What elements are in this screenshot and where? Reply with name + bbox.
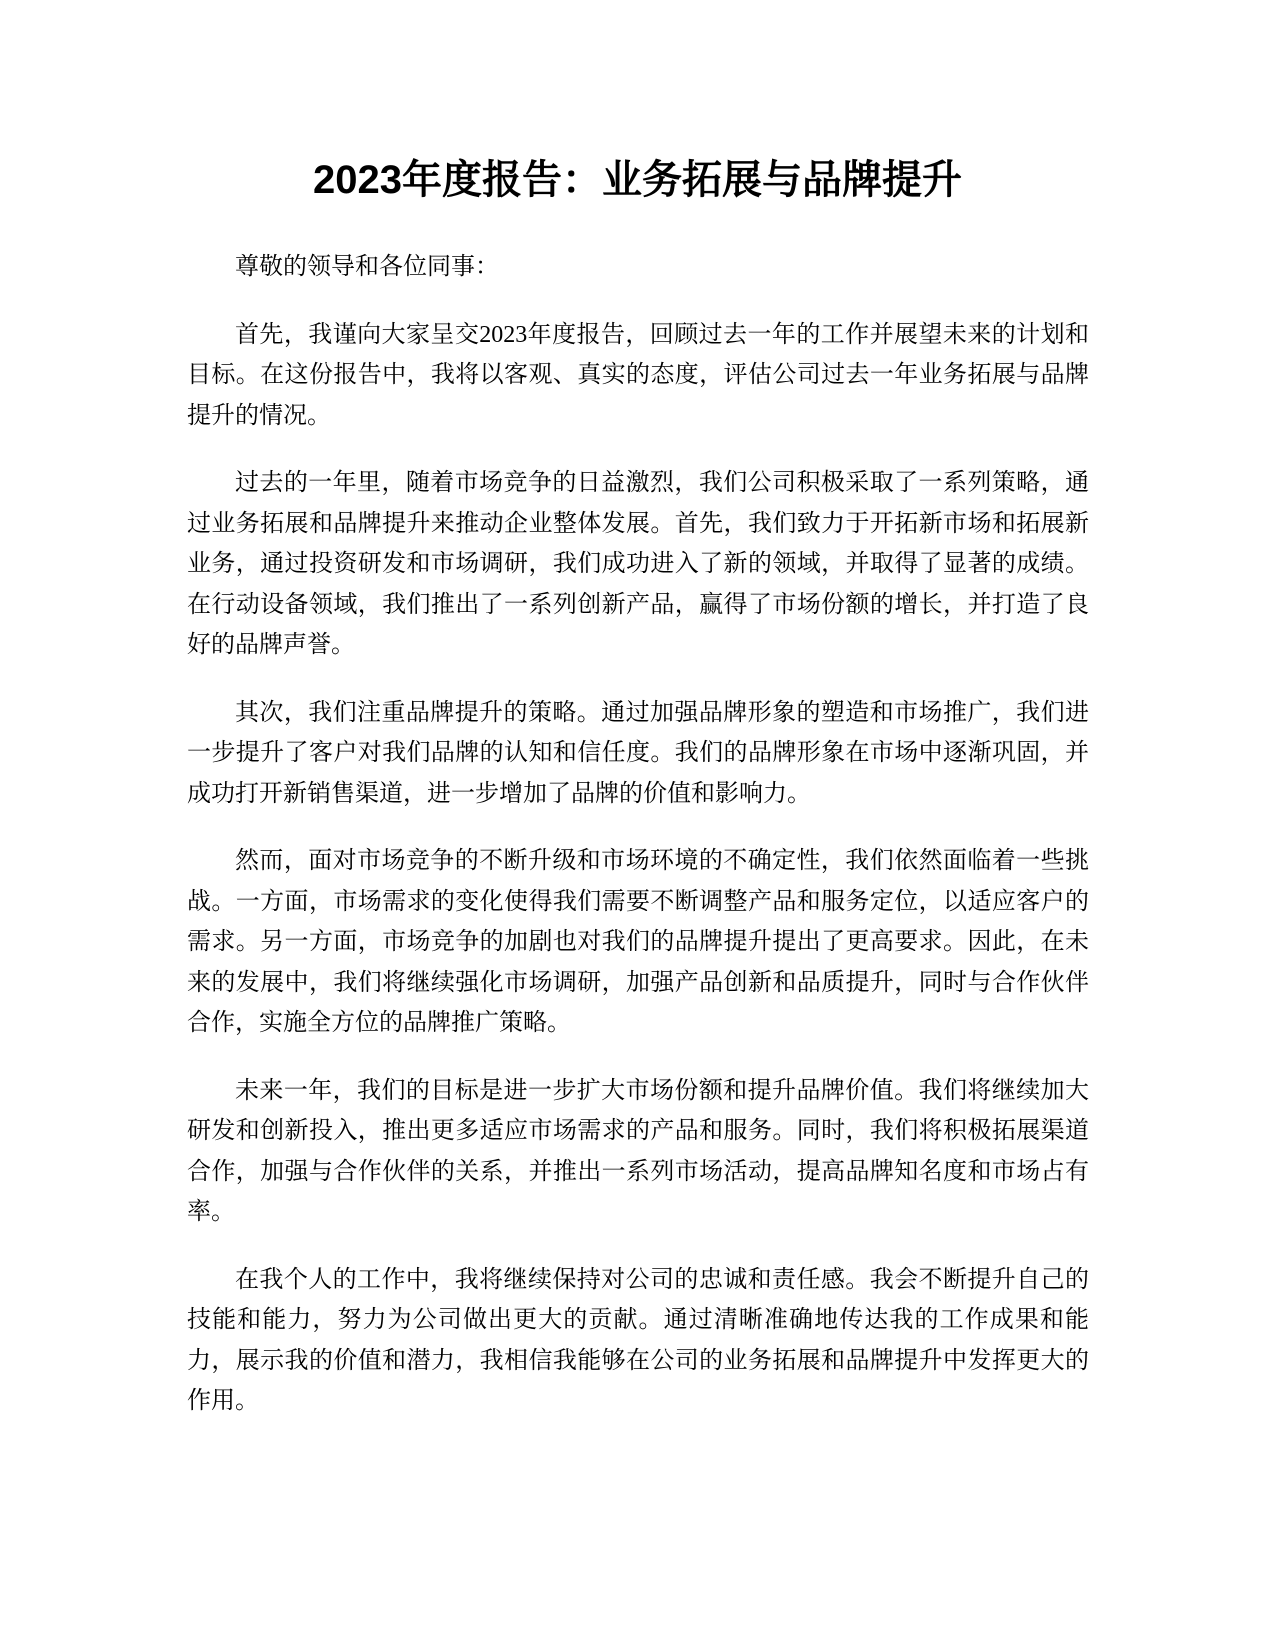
paragraph-personal-work: 在我个人的工作中，我将继续保持对公司的忠诚和责任感。我会不断提升自己的技能和能力，努力为公司做出更大的贡献。通过清晰准确地传达我的工作成果和能力，展示我的价值和潜力，我相信我能够在公司的业务拓展和品牌提升中发挥更大的作用。 xyxy=(187,1266,1089,1414)
paragraph-future-goals: 未来一年，我们的目标是进一步扩大市场份额和提升品牌价值。我们将继续加大研发和创新投入，推出更多适应市场需求的产品和服务。同时，我们将积极拓展渠道合作，加强与合作伙伴的关系，并推出一系列市场活动，提高品牌知名度和市场占有率。 xyxy=(187,1077,1089,1225)
document-title: 2023年度报告：业务拓展与品牌提升 xyxy=(313,158,962,202)
paragraph-challenges: 然而，面对市场竞争的不断升级和市场环境的不确定性，我们依然面临着一些挑战。一方面，市场需求的变化使得我们需要不断调整产品和服务定位，以适应客户的需求。另一方面，市场竞争的加剧也对我们的品牌提升提出了更高要求。因此，在未来的发展中，我们将继续强化市场调研，加强产品创新和品质提升，同时与合作伙伴合作，实施全方位的品牌推广策略。 xyxy=(187,848,1089,1036)
paragraph-brand-strategy: 其次，我们注重品牌提升的策略。通过加强品牌形象的塑造和市场推广，我们进一步提升了客户对我们品牌的认知和信任度。我们的品牌形象在市场中逐渐巩固，并成功打开新销售渠道，进一步增加了品牌的价值和影响力。 xyxy=(187,699,1089,807)
paragraph-past-year: 过去的一年里，随着市场竞争的日益激烈，我们公司积极采取了一系列策略，通过业务拓展和品牌提升来推动企业整体发展。首先，我们致力于开拓新市场和拓展新业务，通过投资研发和市场调研，我们成功进入了新的领域，并取得了显著的成绩。在行动设备领域，我们推出了一系列创新产品，赢得了市场份额的增长，并打造了良好的品牌声誉。 xyxy=(187,470,1089,658)
paragraph-intro: 首先，我谨向大家呈交2023年度报告，回顾过去一年的工作并展望未来的计划和目标。在这份报告中，我将以客观、真实的态度，评估公司过去一年业务拓展与品牌提升的情况。 xyxy=(187,321,1089,429)
salutation: 尊敬的领导和各位同事： xyxy=(235,254,499,280)
document-body xyxy=(187,247,1089,1449)
